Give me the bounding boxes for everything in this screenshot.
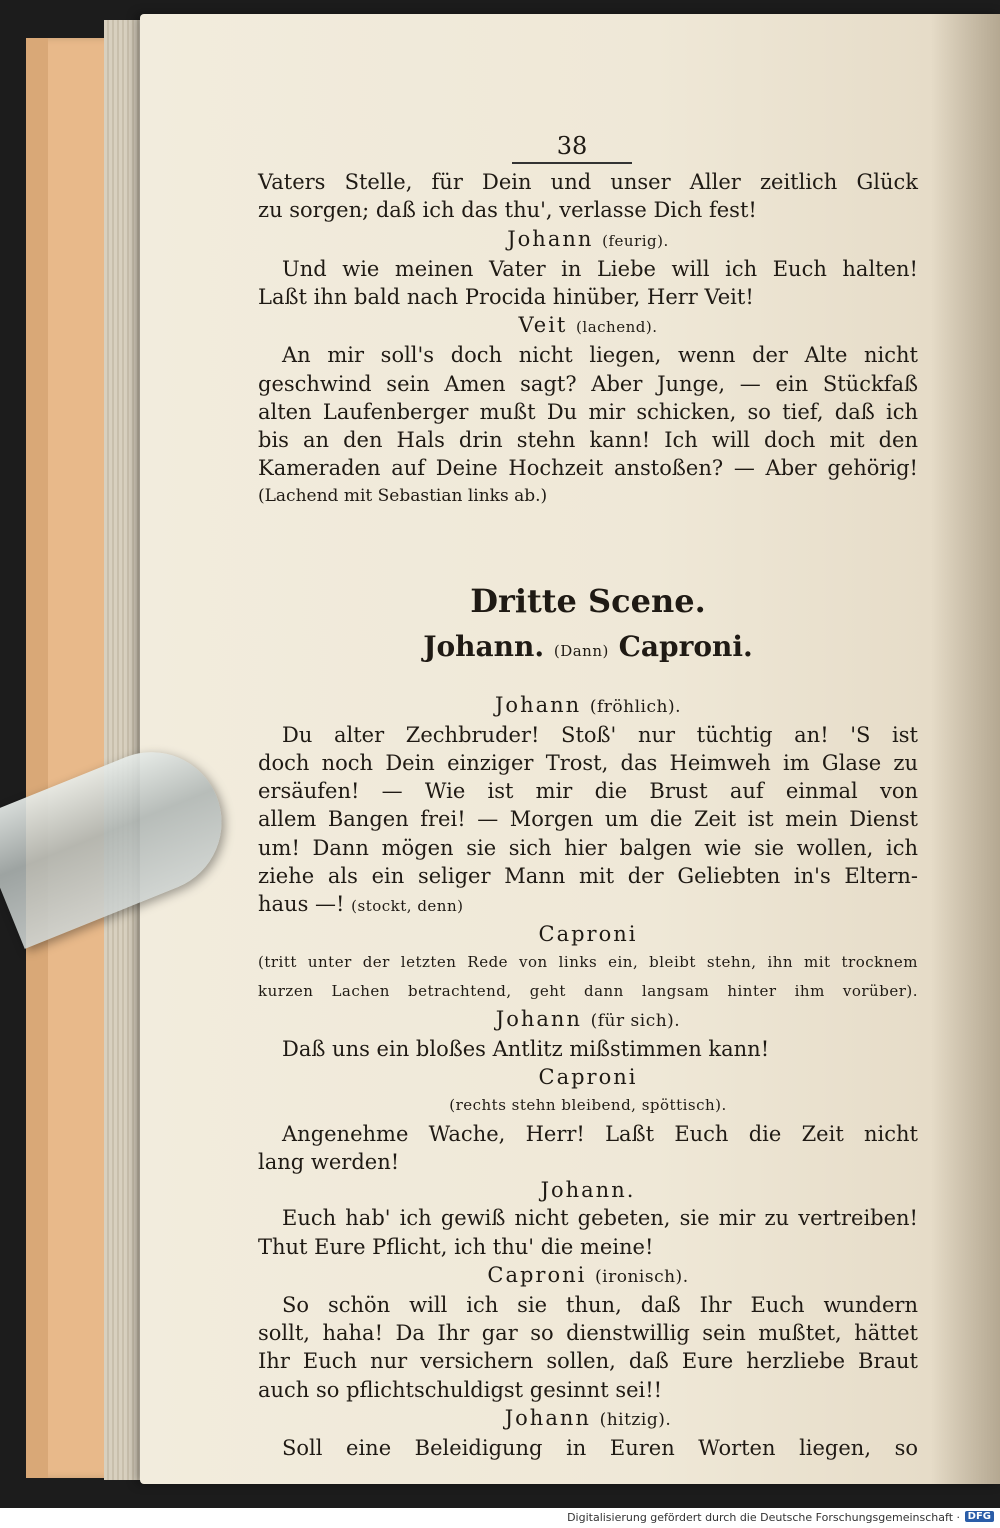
text-line: An mir soll's doch nicht liegen, wenn der Alte nicht <box>282 343 918 368</box>
text-line: Laßt ihn bald nach Procida hinüber, Herr Veit! <box>258 285 754 310</box>
scene-personae: Johann. (Dann) Caproni. <box>423 629 753 663</box>
speaker-label: Johann (feurig). <box>507 226 669 251</box>
text-line: Daß uns ein bloßes Antlitz mißstimmen kann! <box>282 1037 770 1062</box>
speaker-label: Caproni (ironisch). <box>487 1262 689 1287</box>
text-line: ziehe als ein seliger Mann mit der Geliebten in's Eltern- <box>258 863 918 888</box>
text-line: allem Bangen frei! — Morgen um die Zeit ist mein Dienst <box>258 807 918 832</box>
text-line: doch noch Dein einziger Trost, das Heimweh im Glase zu <box>258 751 918 776</box>
stage-direction: (Lachend mit Sebastian links ab.) <box>258 486 548 507</box>
text-line: geschwind sein Amen sagt? Aber Junge, — ein Stückfaß <box>258 371 918 396</box>
text-line: Euch hab' ich gewiß nicht gebeten, sie mir zu vertreiben! <box>282 1206 918 1231</box>
speaker-label: Johann (fröhlich). <box>495 692 681 717</box>
dfg-logo: DFG <box>965 1511 994 1522</box>
speaker-label: Veit (lachend). <box>518 313 658 338</box>
text-line: sollt, haha! Da Ihr gar so dienstwillig sein mußtet, hättet <box>258 1321 918 1346</box>
text-line: Soll eine Beleidigung in Euren Worten liegen, so <box>282 1435 918 1460</box>
book-page <box>140 14 1000 1484</box>
stage-direction: kurzen Lachen betrachtend, geht dann langsam hinter ihm vorüber). <box>258 981 918 1000</box>
text-line: Angenehme Wache, Herr! Laßt Euch die Zeit nicht <box>282 1121 918 1146</box>
text-line: lang werden! <box>258 1149 400 1174</box>
speaker-label: Johann. <box>540 1178 636 1203</box>
speaker-label: Caproni <box>538 1065 638 1090</box>
text-line: Vaters Stelle, für Dein und unser Aller zeitlich Glück <box>258 170 918 195</box>
text-line: bis an den Hals drin stehn kann! Ich will doch mit den <box>258 428 918 453</box>
text-line: So schön will ich sie thun, daß Ihr Euch wundern <box>282 1292 918 1317</box>
funding-credit: Digitalisierung gefördert durch die Deutsche Forschungsgemeinschaft · <box>567 1511 960 1524</box>
text-line: um! Dann mögen sie sich hier balgen wie sie wollen, ich <box>258 835 918 860</box>
text-line: auch so pflichtschuldigst gesinnt sei!! <box>258 1377 663 1402</box>
text-line: haus —! (stockt, denn) <box>258 892 464 917</box>
stage-direction: (rechts stehn bleibend, spöttisch). <box>449 1096 727 1115</box>
text-line: Ihr Euch nur versichern sollen, daß Eure herzliebe Braut <box>258 1349 918 1374</box>
stage-direction: (tritt unter der letzten Rede von links ein, bleibt stehn, ihn mit trocknem <box>258 953 918 972</box>
speaker-label: Caproni <box>538 922 638 947</box>
footer-bar <box>0 1508 1000 1528</box>
speaker-label: Johann (für sich). <box>495 1006 681 1031</box>
text-line: alten Laufenberger mußt Du mir schicken, so tief, daß ich <box>258 399 918 424</box>
text-line: Thut Eure Pflicht, ich thu' die meine! <box>258 1234 654 1259</box>
page-text <box>258 132 918 1462</box>
text-line: Kameraden auf Deine Hochzeit anstoßen? — Aber gehörig! <box>258 456 918 481</box>
text-line: Du alter Zechbruder! Stoß' nur tüchtig an! 'S ist <box>282 722 918 747</box>
speaker-label: Johann (hitzig). <box>504 1405 672 1430</box>
scene-heading: Dritte Scene. <box>470 581 706 620</box>
page-gutter-shadow <box>930 14 1000 1484</box>
page-number: 38 <box>512 132 632 164</box>
text-line: zu sorgen; daß ich das thu', verlasse Dich fest! <box>258 198 757 223</box>
text-line: ersäufen! — Wie ist mir die Brust auf einmal von <box>258 779 918 804</box>
text-line: Und wie meinen Vater in Liebe will ich Euch halten! <box>282 256 918 281</box>
